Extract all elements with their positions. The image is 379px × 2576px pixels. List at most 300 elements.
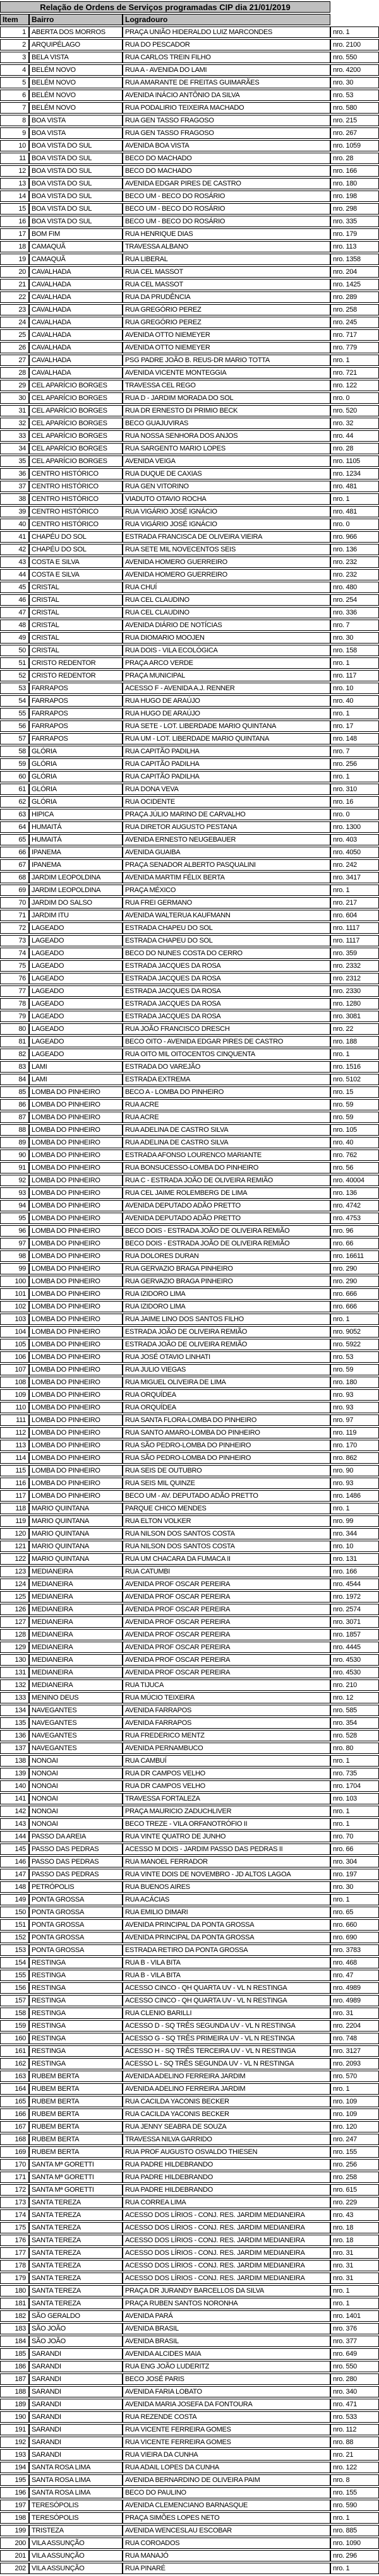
logradouro-cell: RUA B - VILA BITA xyxy=(123,1970,330,1981)
bairro-cell: CENTRO HISTÓRICO xyxy=(29,519,123,530)
item-cell: 96 xyxy=(0,1225,29,1237)
bairro-cell: GLÓRIA xyxy=(29,758,123,770)
table-row xyxy=(0,216,379,227)
table-row xyxy=(0,405,379,416)
item-cell: 147 xyxy=(0,1869,29,1880)
bairro-cell: CEL APARÍCIO BORGES xyxy=(29,392,123,404)
item-cell: 128 xyxy=(0,1629,29,1640)
table-row xyxy=(0,922,379,934)
logradouro-cell: RUA CORREA LIMA xyxy=(123,2197,330,2208)
table-row xyxy=(0,2096,379,2107)
item-cell: 72 xyxy=(0,922,29,934)
item-cell: 94 xyxy=(0,1200,29,1211)
item-cell: 127 xyxy=(0,1616,29,1628)
table-row xyxy=(0,1730,379,1741)
bairro-cell: CEL APARÍCIO BORGES xyxy=(29,430,123,442)
logradouro-cell: PSG PADRE JOÃO B. REUS-DR MARIO TOTTA xyxy=(123,355,330,366)
bairro-cell: RESTINGA xyxy=(29,2020,123,2032)
nro-cell: nro. 4530 xyxy=(330,1667,379,1678)
table-row xyxy=(0,1036,379,1047)
table-row xyxy=(0,2336,379,2347)
bairro-cell: BOA VISTA DO SUL xyxy=(29,191,123,202)
nro-cell: nro. 254 xyxy=(330,594,379,606)
item-cell: 120 xyxy=(0,1528,29,1539)
item-cell: 190 xyxy=(0,2411,29,2423)
item-cell: 98 xyxy=(0,1250,29,1262)
nro-cell: nro. 247 xyxy=(330,2134,379,2145)
item-cell: 126 xyxy=(0,1604,29,1615)
bairro-cell: SANTA TEREZA xyxy=(29,2222,123,2233)
bairro-cell: TERESÓPOLIS xyxy=(29,2512,123,2524)
logradouro-cell: RUA GREGÓRIO PEREZ xyxy=(123,304,330,315)
bairro-cell: LOMBA DO PINHEIRO xyxy=(29,1213,123,1224)
nro-cell: nro. 31 xyxy=(330,2273,379,2284)
bairro-cell: BELÉM NOVO xyxy=(29,102,123,114)
nro-cell: nro. 660 xyxy=(330,1919,379,1931)
item-cell: 23 xyxy=(0,304,29,315)
item-cell: 24 xyxy=(0,317,29,328)
logradouro-cell: BECO A - LOMBA DO PINHEIRO xyxy=(123,1086,330,1098)
item-cell: 43 xyxy=(0,556,29,568)
item-cell: 62 xyxy=(0,796,29,808)
item-cell: 85 xyxy=(0,1086,29,1098)
item-cell: 32 xyxy=(0,418,29,429)
nro-cell: nro. 7 xyxy=(330,620,379,631)
nro-cell: nro. 59 xyxy=(330,1112,379,1123)
nro-cell: nro. 3417 xyxy=(330,872,379,883)
nro-cell: nro. 155 xyxy=(330,2146,379,2158)
nro-cell: nro. 748 xyxy=(330,2033,379,2044)
table-row xyxy=(0,2298,379,2309)
logradouro-cell: RUA DO PESCADOR xyxy=(123,39,330,50)
item-cell: 76 xyxy=(0,973,29,984)
nro-cell: nro. 3071 xyxy=(330,1616,379,1628)
logradouro-cell: RUA GERVAZIO BRAGA PINHEIRO xyxy=(123,1263,330,1274)
nro-cell: nro. 40004 xyxy=(330,1175,379,1186)
item-cell: 37 xyxy=(0,481,29,492)
logradouro-cell: ESTRADA AFONSO LOURENCO MARIANTE xyxy=(123,1150,330,1161)
item-cell: 132 xyxy=(0,1679,29,1691)
table-row xyxy=(0,910,379,921)
item-cell: 167 xyxy=(0,2121,29,2132)
bairro-cell: PETRÓPOLIS xyxy=(29,1881,123,1893)
table-row xyxy=(0,1112,379,1123)
nro-cell: nro. 615 xyxy=(330,2184,379,2196)
table-row xyxy=(0,1907,379,1918)
logradouro-cell: RUA VICENTE FERREIRA GOMES xyxy=(123,2424,330,2435)
bairro-cell: CEL APARÍCIO BORGES xyxy=(29,456,123,467)
nro-cell: nro. 1059 xyxy=(330,140,379,151)
bairro-cell: PONTA GROSSA xyxy=(29,1932,123,1943)
logradouro-cell: AVENIDA CLEMENCIANO BARNASQUE xyxy=(123,2500,330,2511)
item-cell: 131 xyxy=(0,1667,29,1678)
bairro-cell: MEDIANEIRA xyxy=(29,1616,123,1628)
nro-cell: nro. 1 xyxy=(330,1806,379,1817)
table-row xyxy=(0,872,379,883)
bairro-cell: CAVALHADA xyxy=(29,266,123,278)
bairro-cell: SANTA TEREZA xyxy=(29,2273,123,2284)
item-cell: 162 xyxy=(0,2058,29,2069)
logradouro-cell: RUA DONA VEVA xyxy=(123,784,330,795)
logradouro-cell: BECO DO MACHADO xyxy=(123,165,330,177)
item-cell: 75 xyxy=(0,960,29,972)
table-row xyxy=(0,784,379,795)
table-row xyxy=(0,1566,379,1577)
logradouro-cell: AVENIDA ERNESTO NEUGEBAUER xyxy=(123,834,330,845)
bairro-cell: RUBEM BERTA xyxy=(29,2146,123,2158)
logradouro-cell: RUA BUENOS AIRES xyxy=(123,1881,330,1893)
logradouro-cell: RUA SANTA FLORA-LOMBA DO PINHEIRO xyxy=(123,1414,330,1426)
item-cell: 157 xyxy=(0,1995,29,2006)
item-cell: 28 xyxy=(0,367,29,379)
table-row xyxy=(0,1717,379,1729)
nro-cell: nro. 122 xyxy=(330,380,379,391)
nro-cell: nro. 1090 xyxy=(330,2538,379,2549)
table-row xyxy=(0,1175,379,1186)
nro-cell: nro. 335 xyxy=(330,216,379,227)
table-row xyxy=(0,1856,379,1867)
bairro-cell: SANTA TEREZA xyxy=(29,2209,123,2221)
logradouro-cell: BECO DO NUNES COSTA DO CERRO xyxy=(123,948,330,959)
item-cell: 15 xyxy=(0,203,29,215)
logradouro-cell: RUA JOSÉ OTAVIO LINHATI xyxy=(123,1351,330,1363)
logradouro-cell: AVENIDA ALCIDES MAIA xyxy=(123,2348,330,2360)
nro-cell: nro. 242 xyxy=(330,859,379,871)
bairro-cell: BOA VISTA DO SUL xyxy=(29,165,123,177)
bairro-cell: MARIO QUINTANA xyxy=(29,1553,123,1565)
item-cell: 160 xyxy=(0,2033,29,2044)
logradouro-cell: ESTRADA JOÃO DE OLIVEIRA REMIÃO xyxy=(123,1326,330,1338)
logradouro-cell: RUA MÚCIO TEIXEIRA xyxy=(123,1692,330,1703)
bairro-cell: MEDIANEIRA xyxy=(29,1654,123,1666)
item-cell: 63 xyxy=(0,809,29,820)
table-row xyxy=(0,1301,379,1312)
logradouro-cell: RUA JAIME LINO DOS SANTOS FILHO xyxy=(123,1314,330,1325)
item-cell: 53 xyxy=(0,683,29,694)
nro-cell: nro. 0 xyxy=(330,809,379,820)
logradouro-cell: RUA IZIDORO LIMA xyxy=(123,1288,330,1300)
nro-cell: nro. 215 xyxy=(330,115,379,126)
bairro-cell: LOMBA DO PINHEIRO xyxy=(29,1124,123,1136)
logradouro-cell: RUA NILSON DOS SANTOS COSTA xyxy=(123,1541,330,1552)
table-row xyxy=(0,645,379,656)
item-cell: 83 xyxy=(0,1061,29,1073)
nro-cell: nro. 70 xyxy=(330,1831,379,1842)
logradouro-cell: AVENIDA PROF OSCAR PEREIRA xyxy=(123,1642,330,1653)
table-row xyxy=(0,2361,379,2372)
table-row xyxy=(0,1162,379,1173)
bairro-cell: NONOAI xyxy=(29,1793,123,1804)
bairro-cell: FARRAPOS xyxy=(29,733,123,744)
item-cell: 82 xyxy=(0,1049,29,1060)
nro-cell: nro. 649 xyxy=(330,2348,379,2360)
nro-cell: nro. 1358 xyxy=(330,254,379,265)
logradouro-cell: RUA B - VILA BITA xyxy=(123,1957,330,1968)
item-cell: 191 xyxy=(0,2424,29,2435)
item-cell: 103 xyxy=(0,1314,29,1325)
nro-cell: nro. 1234 xyxy=(330,468,379,479)
logradouro-cell: AVENIDA ADELINO FERREIRA JARDIM xyxy=(123,2071,330,2082)
table-row xyxy=(0,1642,379,1653)
nro-cell: nro. 5922 xyxy=(330,1339,379,1350)
table-row xyxy=(0,746,379,757)
logradouro-cell: ESTRADA DO VAREJÃO xyxy=(123,1061,330,1073)
logradouro-cell: AVENIDA PROF OSCAR PEREIRA xyxy=(123,1579,330,1590)
bairro-cell: BELÉM NOVO xyxy=(29,77,123,88)
logradouro-cell: AVENIDA PARÁ xyxy=(123,2310,330,2322)
logradouro-cell: RUA OCIDENTE xyxy=(123,796,330,808)
logradouro-cell: AVENIDA PROF OSCAR PEREIRA xyxy=(123,1629,330,1640)
item-cell: 27 xyxy=(0,355,29,366)
item-cell: 202 xyxy=(0,2563,29,2574)
logradouro-cell: BECO TREZE - VILA ORFANOTRÓFIO II xyxy=(123,1818,330,1830)
logradouro-cell: RUA GREGÓRIO PEREZ xyxy=(123,317,330,328)
item-cell: 112 xyxy=(0,1427,29,1438)
nro-cell: nro. 1 xyxy=(330,1755,379,1767)
table-row xyxy=(0,2462,379,2473)
logradouro-cell: RUA CEL CLAUDINO xyxy=(123,594,330,606)
bairro-cell: LOMBA DO PINHEIRO xyxy=(29,1288,123,1300)
nro-cell: nro. 40 xyxy=(330,1137,379,1148)
logradouro-cell: ACESSO F - AVENIDA A.J. RENNER xyxy=(123,683,330,694)
bairro-cell: LOMBA DO PINHEIRO xyxy=(29,1200,123,1211)
table-row xyxy=(0,2235,379,2246)
table-row xyxy=(0,1667,379,1678)
item-cell: 88 xyxy=(0,1124,29,1136)
item-cell: 174 xyxy=(0,2209,29,2221)
logradouro-cell: BECO UM - BECO DO ROSÁRIO xyxy=(123,203,330,215)
nro-cell: nro. 1 xyxy=(330,2083,379,2095)
logradouro-cell: TRAVESSA ALBANO xyxy=(123,241,330,252)
bairro-cell: PASSO DAS PEDRAS xyxy=(29,1869,123,1880)
table-row xyxy=(0,2121,379,2132)
item-cell: 46 xyxy=(0,594,29,606)
logradouro-cell: RUA IZIDORO LIMA xyxy=(123,1301,330,1312)
logradouro-cell: BECO DO PAULINO xyxy=(123,2487,330,2498)
nro-cell: nro. 1 xyxy=(330,1049,379,1060)
logradouro-cell: AVENIDA PROF OSCAR PEREIRA xyxy=(123,1667,330,1678)
item-cell: 169 xyxy=(0,2146,29,2158)
nro-cell: nro. 1972 xyxy=(330,1591,379,1603)
logradouro-cell: ACESSO G - SQ TRÊS PRIMEIRA UV - VL N RESTINGA xyxy=(123,2033,330,2044)
item-cell: 116 xyxy=(0,1478,29,1489)
table-row xyxy=(0,809,379,820)
bairro-cell: VILA ASSUNÇÃO xyxy=(29,2563,123,2574)
bairro-cell: LOMBA DO PINHEIRO xyxy=(29,1465,123,1476)
bairro-cell: MEDIANEIRA xyxy=(29,1642,123,1653)
nro-cell: nro. 88 xyxy=(330,2437,379,2448)
bairro-cell: NONOAI xyxy=(29,1818,123,1830)
bairro-cell: TERESÓPOLIS xyxy=(29,2500,123,2511)
nro-cell: nro. 779 xyxy=(330,342,379,353)
item-cell: 6 xyxy=(0,90,29,101)
item-cell: 173 xyxy=(0,2197,29,2208)
bairro-cell: LAGEADO xyxy=(29,998,123,1009)
item-cell: 156 xyxy=(0,1982,29,1994)
logradouro-cell: RUA HUGO DE ARAÚJO xyxy=(123,708,330,719)
item-cell: 9 xyxy=(0,127,29,139)
nro-cell: nro. 528 xyxy=(330,1730,379,1741)
logradouro-cell: ESTRADA FRANCISCA DE OLIVEIRA VIEIRA xyxy=(123,531,330,543)
table-row xyxy=(0,367,379,379)
bairro-cell: LOMBA DO PINHEIRO xyxy=(29,1225,123,1237)
bairro-cell: LOMBA DO PINHEIRO xyxy=(29,1175,123,1186)
bairro-cell: LOMBA DO PINHEIRO xyxy=(29,1112,123,1123)
bairro-cell: CRISTAL xyxy=(29,607,123,618)
table-row xyxy=(0,2260,379,2271)
logradouro-cell: ACESSO DOS LÍRIOS - CONJ. RES. JARDIM MEDIANEIRA xyxy=(123,2209,330,2221)
nro-cell: nro. 30 xyxy=(330,1881,379,1893)
table-row xyxy=(0,2474,379,2486)
bairro-cell: LOMBA DO PINHEIRO xyxy=(29,1452,123,1464)
item-cell: 121 xyxy=(0,1541,29,1552)
logradouro-cell: ESTRADA JACQUES DA ROSA xyxy=(123,1011,330,1022)
nro-cell: nro. 105 xyxy=(330,1124,379,1136)
bairro-cell: CAVALHADA xyxy=(29,317,123,328)
bairro-cell: PASSO DAS PEDRAS xyxy=(29,1856,123,1867)
nro-cell: nro. 520 xyxy=(330,405,379,416)
logradouro-cell: AVENIDA WENCESLAU ESCOBAR xyxy=(123,2525,330,2536)
bairro-cell: RESTINGA xyxy=(29,1957,123,1968)
item-cell: 165 xyxy=(0,2096,29,2107)
nro-cell: nro. 232 xyxy=(330,556,379,568)
bairro-cell: LOMBA DO PINHEIRO xyxy=(29,1301,123,1312)
bairro-cell: FARRAPOS xyxy=(29,708,123,719)
item-cell: 19 xyxy=(0,254,29,265)
bairro-cell: RUBEM BERTA xyxy=(29,2108,123,2120)
table-row xyxy=(0,456,379,467)
item-cell: 44 xyxy=(0,569,29,580)
table-row xyxy=(0,1844,379,1855)
table-row xyxy=(0,1919,379,1931)
logradouro-cell: RUA MANOEL FERRADOR xyxy=(123,1856,330,1867)
table-row xyxy=(0,506,379,517)
table-row xyxy=(0,1616,379,1628)
logradouro-cell: AVENIDA DIÁRIO DE NOTÍCIAS xyxy=(123,620,330,631)
item-cell: 3 xyxy=(0,52,29,63)
bairro-cell: LAGEADO xyxy=(29,922,123,934)
item-cell: 148 xyxy=(0,1881,29,1893)
item-cell: 161 xyxy=(0,2045,29,2057)
nro-cell: nro. 8 xyxy=(330,2474,379,2486)
logradouro-cell: PRAÇA SIMÕES LOPES NETO xyxy=(123,2512,330,2524)
nro-cell: nro. 550 xyxy=(330,52,379,63)
nro-cell: nro. 4200 xyxy=(330,64,379,76)
nro-cell: nro. 1 xyxy=(330,1818,379,1830)
item-cell: 25 xyxy=(0,329,29,341)
table-row xyxy=(0,1768,379,1779)
table-row xyxy=(0,2008,379,2019)
logradouro-cell: RUA CLENIO BARILLI xyxy=(123,2008,330,2019)
logradouro-cell: RUA CAPITÃO PADILHA xyxy=(123,746,330,757)
item-cell: 79 xyxy=(0,1011,29,1022)
logradouro-cell: BECO DOIS - ESTRADA JOÃO DE OLIVEIRA REMIÃO xyxy=(123,1238,330,1249)
bairro-cell: SARANDI xyxy=(29,2361,123,2372)
item-cell: 180 xyxy=(0,2285,29,2297)
table-row xyxy=(0,1402,379,1413)
item-cell: 89 xyxy=(0,1137,29,1148)
logradouro-cell: ESTRADA JACQUES DA ROSA xyxy=(123,998,330,1009)
logradouro-cell: RUA CACILDA YACONIS BECKER xyxy=(123,2108,330,2120)
item-cell: 175 xyxy=(0,2222,29,2233)
item-cell: 188 xyxy=(0,2386,29,2397)
nro-cell: nro. 4445 xyxy=(330,1642,379,1653)
logradouro-cell: ESTRADA RETIRO DA PONTA GROSSA xyxy=(123,1944,330,1956)
table-row xyxy=(0,2348,379,2360)
logradouro-cell: RUA FREDERICO MENTZ xyxy=(123,1730,330,1741)
nro-cell: nro. 1 xyxy=(330,2512,379,2524)
table-row xyxy=(0,102,379,114)
logradouro-cell: RUA CATUMBI xyxy=(123,1566,330,1577)
logradouro-cell: ACESSO DOS LÍRIOS - CONJ. RES. JARDIM MEDIANEIRA xyxy=(123,2273,330,2284)
table-row xyxy=(0,998,379,1009)
bairro-cell: CAMAQUÃ xyxy=(29,241,123,252)
table-row xyxy=(0,683,379,694)
nro-cell: nro. 2332 xyxy=(330,960,379,972)
logradouro-cell: AVENIDA BRASIL xyxy=(123,2336,330,2347)
nro-cell: nro. 148 xyxy=(330,733,379,744)
bairro-cell: LOMBA DO PINHEIRO xyxy=(29,1326,123,1338)
bairro-cell: LOMBA DO PINHEIRO xyxy=(29,1137,123,1148)
logradouro-cell: RUA NILSON DOS SANTOS COSTA xyxy=(123,1528,330,1539)
table-row xyxy=(0,191,379,202)
table-row xyxy=(0,531,379,543)
table-row xyxy=(0,2310,379,2322)
logradouro-cell: RUA C - ESTRADA JOÃO DE OLIVEIRA REMIÃO xyxy=(123,1175,330,1186)
logradouro-cell: RUA PROF AUGUSTO OSVALDO THIESEN xyxy=(123,2146,330,2158)
item-cell: 115 xyxy=(0,1465,29,1476)
table-row xyxy=(0,2563,379,2574)
table-row xyxy=(0,203,379,215)
table-row xyxy=(0,796,379,808)
item-cell: 183 xyxy=(0,2323,29,2334)
item-cell: 134 xyxy=(0,1705,29,1716)
item-cell: 114 xyxy=(0,1452,29,1464)
logradouro-cell: RUA UM CHACARA DA FUMACA II xyxy=(123,1553,330,1565)
table-row xyxy=(0,2159,379,2170)
table-row xyxy=(0,771,379,782)
logradouro-cell: AVENIDA PRINCIPAL DA PONTA GROSSA xyxy=(123,1919,330,1931)
table-row xyxy=(0,1629,379,1640)
table-row xyxy=(0,2386,379,2397)
bairro-cell: NAVEGANTES xyxy=(29,1717,123,1729)
table-row xyxy=(0,1654,379,1666)
logradouro-cell: RUA REZENDE COSTA xyxy=(123,2411,330,2423)
table-row xyxy=(0,127,379,139)
item-cell: 74 xyxy=(0,948,29,959)
table-row xyxy=(0,2273,379,2284)
item-cell: 97 xyxy=(0,1238,29,1249)
table-row xyxy=(0,620,379,631)
table-row xyxy=(0,2184,379,2196)
nro-cell: nro. 66 xyxy=(330,1238,379,1249)
item-cell: 150 xyxy=(0,1907,29,1918)
item-cell: 123 xyxy=(0,1566,29,1577)
item-cell: 187 xyxy=(0,2373,29,2385)
bairro-cell: LOMBA DO PINHEIRO xyxy=(29,1478,123,1489)
item-cell: 73 xyxy=(0,935,29,946)
logradouro-cell: RUA BONSUCESSO-LOMBA DO PINHEIRO xyxy=(123,1162,330,1173)
table-row xyxy=(0,165,379,177)
bairro-cell: LOMBA DO PINHEIRO xyxy=(29,1162,123,1173)
item-cell: 193 xyxy=(0,2449,29,2461)
logradouro-cell: RUA SEIS DE OUTUBRO xyxy=(123,1465,330,1476)
bairro-cell: CAVALHADA xyxy=(29,329,123,341)
bairro-cell: BOA VISTA DO SUL xyxy=(29,140,123,151)
bairro-cell: GLÓRIA xyxy=(29,771,123,782)
item-cell: 10 xyxy=(0,140,29,151)
table-row xyxy=(0,2134,379,2145)
